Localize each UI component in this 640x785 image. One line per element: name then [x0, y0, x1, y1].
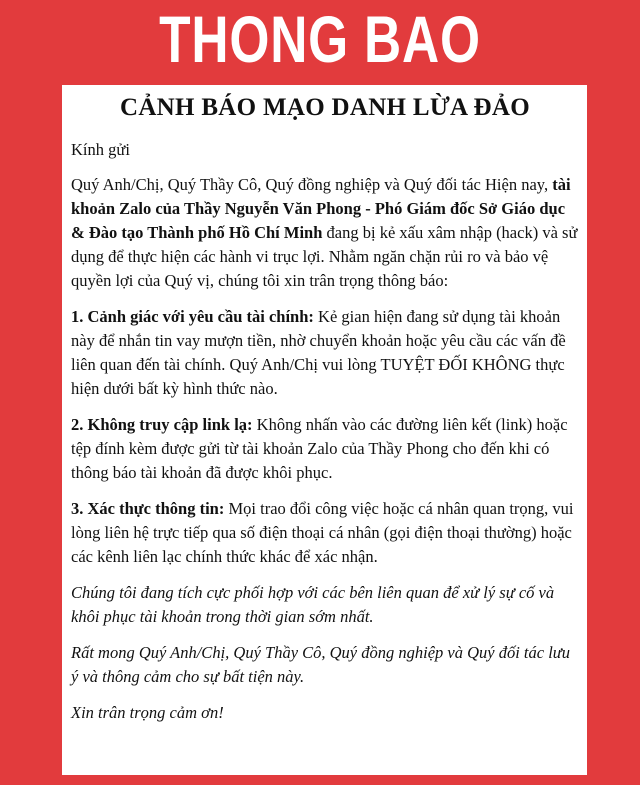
banner-title: THONG BAO	[159, 2, 481, 76]
point-heading: 3. Xác thực thông tin:	[71, 499, 225, 518]
point-text: Mọi trao đổi công việc hoặc cá nhân quan trọng, vui lòng liên hệ trực tiếp qua số điện thoại cá nhân (gọi điện thoại thường) hoặc các kênh liên lạc chính thức khác để xác nhận.	[71, 499, 574, 566]
greeting: Kính gửi	[71, 140, 130, 159]
signoff: Xin trân trọng cảm ơn!	[71, 703, 224, 722]
point-heading: 2. Không truy cập link lạ:	[71, 415, 253, 434]
point-verify-information	[71, 497, 579, 569]
closing-paragraph-1: Chúng tôi đang tích cực phối hợp với các bên liên quan để xử lý sự cố và khôi phục tài khoản trong thời gian sớm nhất.	[71, 583, 555, 626]
intro-text-2: đang bị kẻ xấu xâm nhập (hack) và sử dụng để thực hiện các hành vi trục lợi. Nhằm ngăn chặn rủi ro và bảo vệ quyền lợi của Quý vị, chúng tôi xin trân trọng thông báo:	[71, 223, 578, 290]
point-heading: 1. Cảnh giác với yêu cầu tài chính:	[71, 307, 314, 326]
notice-title: CẢNH BÁO MẠO DANH LỪA ĐẢO	[119, 94, 531, 121]
point-text: Kẻ gian hiện đang sử dụng tài khoản này để nhắn tin vay mượn tiền, nhờ chuyển khoản hoặc yêu cầu các vấn đề liên quan đến tài chính. Quý Anh/Chị vui lòng TUYỆT ĐỐI KHÔNG thực hiện dưới bất kỳ hình thức nào.	[71, 307, 566, 398]
point-financial-caution	[71, 305, 579, 401]
closing-paragraph-2: Rất mong Quý Anh/Chị, Quý Thầy Cô, Quý đồng nghiệp và Quý đối tác lưu ý và thông cảm cho sự bất tiện này.	[71, 643, 571, 686]
intro-bold-account: tài khoản Zalo của Thầy Nguyễn Văn Phong - Phó Giám đốc Sở Giáo dục & Đào tạo Thành phố Hồ Chí Minh	[71, 175, 571, 242]
intro-text-1: Quý Anh/Chị, Quý Thầy Cô, Quý đồng nghiệp và Quý đối tác Hiện nay,	[71, 175, 553, 194]
point-text: Không nhấn vào các đường liên kết (link) hoặc tệp đính kèm được gửi từ tài khoản Zalo của Thầy Phong cho đến khi có thông báo tài khoản đã được khôi phục.	[71, 415, 568, 482]
notice-card	[62, 85, 587, 775]
point-no-strange-links	[71, 413, 579, 485]
intro-paragraph	[71, 173, 579, 293]
